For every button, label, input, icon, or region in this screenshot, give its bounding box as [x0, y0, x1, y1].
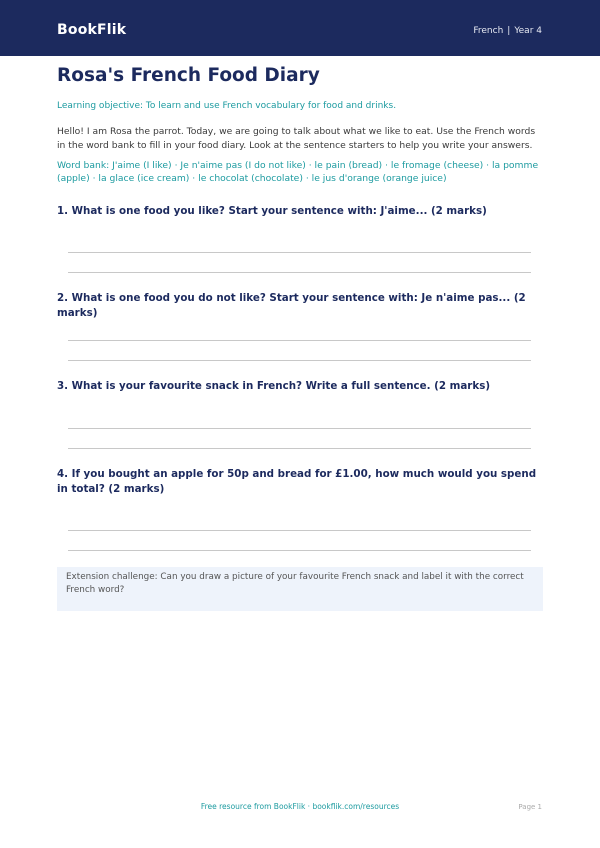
answer-line[interactable] — [68, 360, 531, 361]
answer-line[interactable] — [68, 272, 531, 273]
header-meta — [473, 26, 542, 36]
header-separator: | — [507, 26, 511, 36]
answer-line[interactable] — [68, 252, 531, 253]
brand-logo[interactable]: BookFlik — [57, 22, 127, 38]
page-title: Rosa's French Food Diary — [57, 65, 320, 86]
footer-link[interactable]: Free resource from BookFlik · bookflik.com/resources — [200, 802, 400, 811]
answer-line[interactable] — [68, 530, 531, 531]
learning-objective: Learning objective: To learn and use French vocabulary for food and drinks. — [57, 101, 397, 111]
page-number: Page 1 — [518, 803, 542, 811]
question-1: 1. What is one food you like? Start your sentence with: J'aime... (2 marks) — [57, 205, 487, 217]
question-4: 4. If you bought an apple for 50p and bread for £1.00, how much would you spend in total? (2 marks) — [57, 468, 537, 495]
answer-line[interactable] — [68, 550, 531, 551]
answer-line[interactable] — [68, 448, 531, 449]
intro-text: Hello! I am Rosa the parrot. Today, we are going to talk about what we like to eat. Use the French words in the word bank to fill in your food diary. Look at the sentence starters to help you write your answers. — [57, 126, 536, 151]
word-bank: Word bank: J'aime (I like) · Je n'aime pas (I do not like) · le pain (bread) · le fromage (cheese) · la pomme (apple) · la glace (ice cream) · le chocolat (chocolate) · le jus d'orange (orange juice) — [57, 160, 539, 184]
extension-box — [57, 567, 543, 611]
subject-label: French — [473, 26, 504, 36]
extension-challenge: Extension challenge: Can you draw a picture of your favourite French snack and label it with the correct French word? — [66, 572, 524, 595]
question-3: 3. What is your favourite snack in French? Write a full sentence. (2 marks) — [57, 380, 491, 392]
answer-line[interactable] — [68, 428, 531, 429]
answer-line[interactable] — [68, 340, 531, 341]
year-label: Year 4 — [514, 26, 542, 36]
question-2: 2. What is one food you do not like? Start your sentence with: Je n'aime pas... (2 marks) — [57, 292, 526, 319]
header-bar — [0, 0, 600, 56]
